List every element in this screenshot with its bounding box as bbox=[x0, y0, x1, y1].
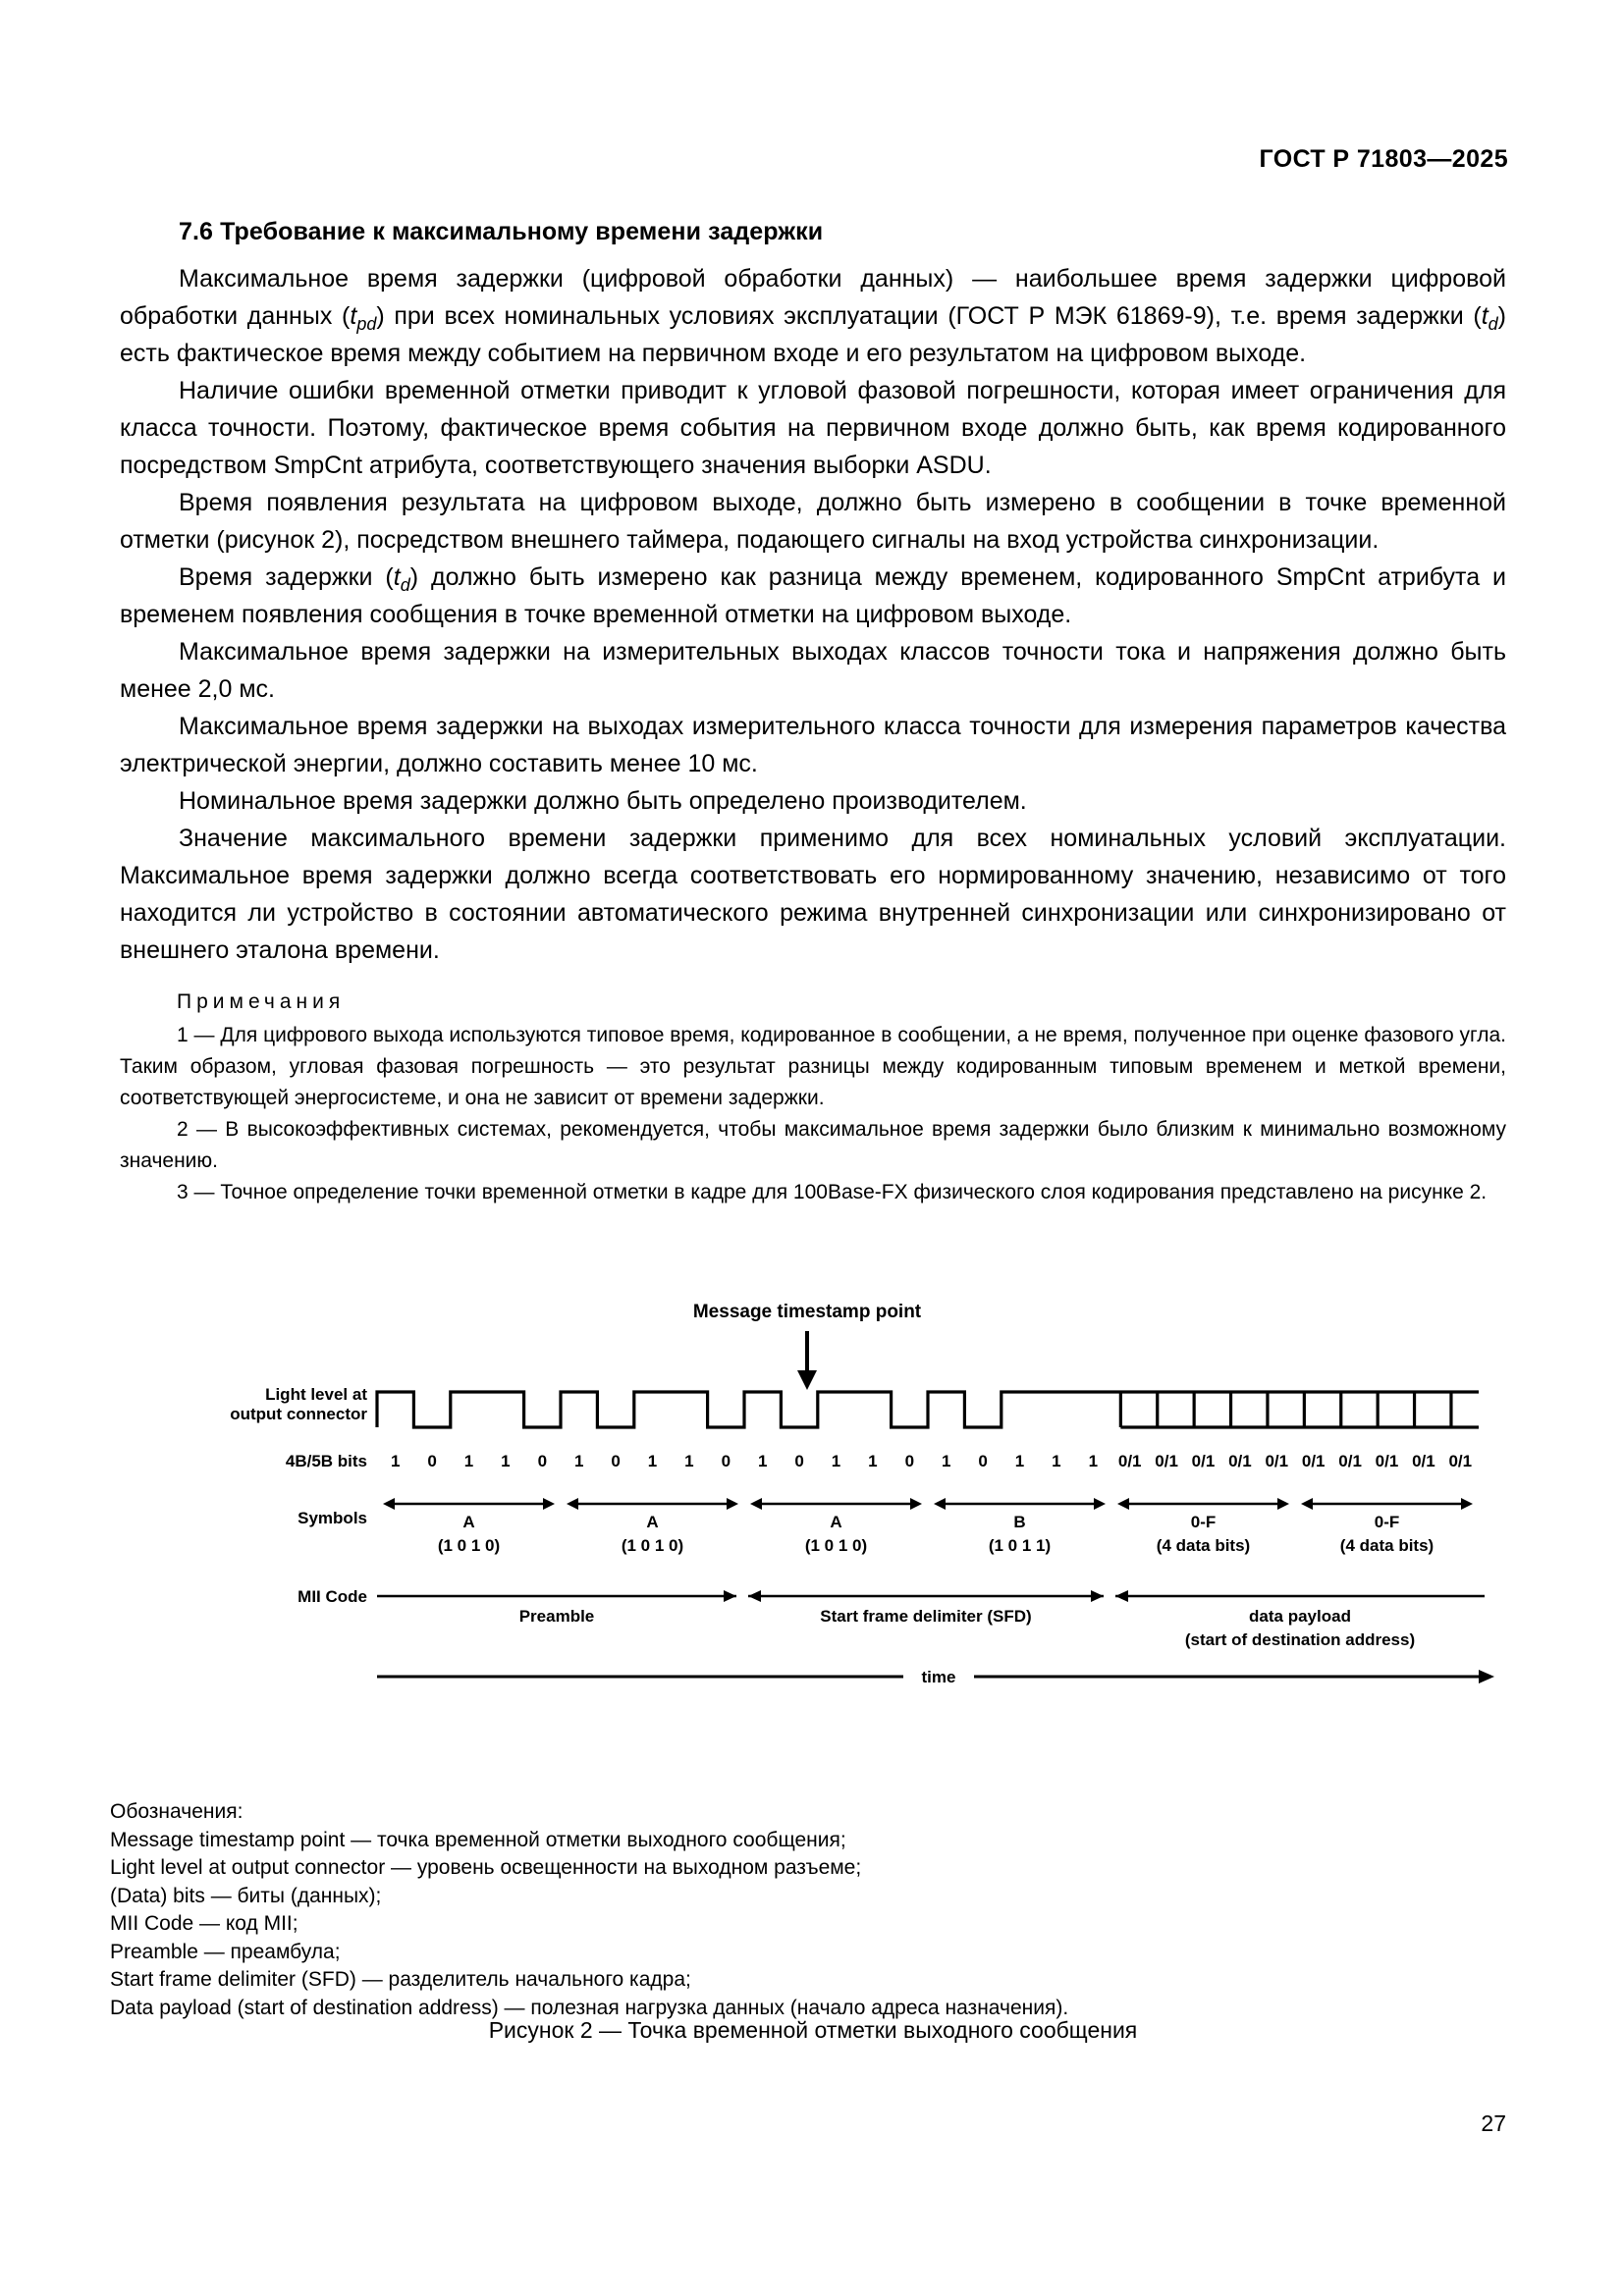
arrow-right-icon bbox=[1091, 1590, 1104, 1602]
time-axis bbox=[377, 1666, 1494, 1687]
symbol-name: A bbox=[462, 1513, 475, 1531]
light-level-waveform bbox=[377, 1392, 1479, 1427]
body-paragraph: Значение максимального времени задержки применимо для всех номинальных условий эксплуатации. Максимальное время задержки должно всегда соответствовать его нормированному значению, независимо от того находится ли устройство в состоянии автоматического режима внутренней синхронизации или синхронизировано от внешнего эталона времени. bbox=[120, 825, 1506, 964]
note-item: 2 — В высокоэффективных системах, рекомендуется, чтобы максимальное время задержки было близким к минимально возможному значению. bbox=[120, 1118, 1506, 1172]
arrow-left-icon bbox=[383, 1498, 395, 1510]
legend-title: Обозначения: bbox=[110, 1800, 244, 1823]
arrow-right-icon bbox=[724, 1590, 736, 1602]
bit-label: 1 bbox=[647, 1452, 658, 1470]
note-item: 1 — Для цифрового выхода используются типовое время, кодированное в сообщении, а не время, полученное при оценке фазового угла. Таким образом, угловая фазовая погрешность — это результат разницы между кодированным типовым временем и меткой времени, соответствующей энергосистеме, и она не зависит от времени задержки. bbox=[120, 1024, 1506, 1109]
arrow-right-icon bbox=[910, 1498, 922, 1510]
data-bit-label: 0/1 bbox=[1301, 1452, 1326, 1470]
data-bit-label: 0/1 bbox=[1338, 1452, 1362, 1470]
legend-entry: Start frame delimiter (SFD) — разделитель начального кадра; bbox=[110, 1968, 691, 1991]
data-bit-label: 0/1 bbox=[1375, 1452, 1399, 1470]
bit-label: 1 bbox=[1014, 1452, 1025, 1470]
data-bit-label: 0/1 bbox=[1265, 1452, 1289, 1470]
bit-label: 1 bbox=[1052, 1452, 1061, 1470]
figure-2 bbox=[120, 1296, 1506, 1796]
symbol-name: A bbox=[830, 1513, 842, 1531]
data-bit-label: 0/1 bbox=[1448, 1452, 1473, 1470]
legend-entry: MII Code — код MII; bbox=[110, 1912, 298, 1935]
bit-label: 0 bbox=[611, 1452, 621, 1470]
bit-label: 0 bbox=[978, 1452, 988, 1470]
symbol-spans-group bbox=[383, 1498, 1473, 1555]
time-axis-label: time bbox=[921, 1668, 956, 1686]
notes-title: Примечания bbox=[177, 990, 346, 1013]
waveform-path bbox=[377, 1392, 1479, 1427]
bit-label: 0 bbox=[904, 1452, 915, 1470]
body-paragraph: Время появления результата на цифровом выходе, должно быть измерено в сообщении в точке временной отметки (рисунок 2), посредством внешнего таймера, подающего сигналы на вход устройства синхронизации. bbox=[120, 489, 1506, 554]
bit-label: 1 bbox=[831, 1452, 841, 1470]
bit-label: 1 bbox=[1088, 1452, 1099, 1470]
note-item: 3 — Точное определение точки временной отметки в кадре для 100Base-FX физического слоя кодирования представлено на рисунке 2. bbox=[177, 1181, 1488, 1203]
body-paragraph: Время задержки $(t_d)$ должно быть измерено как разница между временем, кодированного SmpCnt атрибута и временем появления сообщения в точке временной отметки на цифровом выходе. bbox=[120, 563, 1507, 628]
arrow-right-icon bbox=[543, 1498, 555, 1510]
symbol-name: 0-F bbox=[1190, 1513, 1217, 1531]
bit-label: 1 bbox=[941, 1452, 951, 1470]
symbol-value: (1 0 1 0) bbox=[437, 1536, 501, 1555]
arrow-left-icon bbox=[1115, 1590, 1128, 1602]
timestamp-arrow-icon bbox=[797, 1331, 817, 1390]
bit-label: 1 bbox=[390, 1452, 401, 1470]
arrow-left-icon bbox=[567, 1498, 578, 1510]
notes-list bbox=[120, 1020, 1506, 1208]
bit-label: 1 bbox=[463, 1452, 474, 1470]
bit-label: 1 bbox=[868, 1452, 878, 1470]
bit-label: 1 bbox=[501, 1452, 511, 1470]
symbol-name: A bbox=[646, 1513, 659, 1531]
body-paragraph: Номинальное время задержки должно быть определено производителем. bbox=[179, 787, 1027, 815]
symbol-name: B bbox=[1013, 1513, 1026, 1531]
mii-segment-label: Start frame delimiter (SFD) bbox=[820, 1607, 1032, 1626]
body-paragraph: Максимальное время задержки на выходах измерительного класса точности для измерения параметров качества электрической энергии, должно составить менее 10 мс. bbox=[120, 713, 1506, 777]
body-paragraph: Наличие ошибки временной отметки приводит к угловой фазовой погрешности, которая имеет ограничения для класса точности. Поэтому, фактическое время события на первичном входе должно быть, как время кодированного посредством SmpCnt атрибута, соответствующего значения выборки ASDU. bbox=[120, 377, 1506, 479]
figure-legend bbox=[110, 1798, 1514, 2022]
mii-segment-label: data payload bbox=[1249, 1607, 1351, 1626]
body-paragraphs bbox=[120, 260, 1506, 969]
data-bit-label: 0/1 bbox=[1191, 1452, 1216, 1470]
mii-spans-group bbox=[377, 1590, 1485, 1649]
bit-label: 0 bbox=[537, 1452, 548, 1470]
arrow-left-icon bbox=[748, 1590, 761, 1602]
message-timestamp-point-label: Message timestamp point bbox=[692, 1302, 922, 1322]
mii-code-row-label: MII Code bbox=[298, 1587, 367, 1606]
symbol-value: (4 data bits) bbox=[1339, 1536, 1435, 1555]
symbol-value: (1 0 1 1) bbox=[988, 1536, 1052, 1555]
bit-label: 1 bbox=[684, 1452, 694, 1470]
symbols-row-label: Symbols bbox=[298, 1509, 367, 1527]
running-header-standard-number: ГОСТ Р 71803—2025 bbox=[1259, 145, 1508, 173]
light-level-label-line1: Light level at bbox=[265, 1385, 367, 1404]
arrow-right-icon bbox=[1094, 1498, 1106, 1510]
bit-label: 0 bbox=[427, 1452, 437, 1470]
light-level-label-line2: output connector bbox=[230, 1405, 367, 1423]
section-heading: 7.6 Требование к максимальному времени задержки bbox=[179, 218, 824, 245]
legend-entry: (Data) bits — биты (данных); bbox=[110, 1884, 382, 1907]
figure-caption: Рисунок 2 — Точка временной отметки выходного сообщения bbox=[488, 2017, 1138, 2043]
bit-label: 1 bbox=[573, 1452, 584, 1470]
arrow-left-icon bbox=[1117, 1498, 1129, 1510]
symbol-value: (1 0 1 0) bbox=[804, 1536, 868, 1555]
arrow-right-icon bbox=[727, 1498, 738, 1510]
symbol-value: (4 data bits) bbox=[1156, 1536, 1251, 1555]
arrow-left-icon bbox=[750, 1498, 762, 1510]
body-paragraph: Максимальное время задержки (цифровой обработки данных) — наибольшее время задержки цифровой обработки данных $(t_{pd})$ при всех номинальных условиях эксплуатации (ГОСТ Р МЭК 61869-9), т.е. время задержки $(t_d)$ есть фактическое время между событием на первичном входе и его результатом на цифровом выходе. bbox=[120, 265, 1506, 367]
timestamp-diagram-svg bbox=[120, 1296, 1506, 1796]
arrow-left-icon bbox=[934, 1498, 946, 1510]
data-bit-label: 0/1 bbox=[1155, 1452, 1178, 1470]
legend-entry: Data payload (start of destination address) — полезная нагрузка данных (начало адреса назначения). bbox=[110, 1996, 1069, 2019]
arrow-right-icon bbox=[1277, 1498, 1289, 1510]
body-paragraph: Максимальное время задержки на измерительных выходах классов точности тока и напряжения должно быть менее 2,0 мс. bbox=[120, 638, 1506, 703]
page-content bbox=[120, 218, 1506, 1208]
legend-entry: Preamble — преамбула; bbox=[110, 1940, 341, 1963]
mii-segment-sublabel: (start of destination address) bbox=[1184, 1630, 1416, 1649]
bit-label: 0 bbox=[721, 1452, 731, 1470]
notes-block bbox=[120, 990, 1506, 1208]
arrow-right-icon bbox=[1461, 1498, 1473, 1510]
legend-entry: Light level at output connector — уровень освещенности на выходном разъеме; bbox=[110, 1856, 862, 1879]
bit-labels-group bbox=[391, 1452, 1472, 1470]
legend-entries bbox=[110, 1827, 1514, 2023]
arrow-left-icon bbox=[1301, 1498, 1313, 1510]
data-bit-label: 0/1 bbox=[1117, 1452, 1142, 1470]
page-number: 27 bbox=[1481, 2110, 1506, 2136]
data-bit-label: 0/1 bbox=[1412, 1452, 1435, 1470]
mii-segment-label: Preamble bbox=[518, 1607, 595, 1626]
bits-row-label: 4B/5B bits bbox=[285, 1452, 367, 1470]
bit-label: 1 bbox=[757, 1452, 768, 1470]
symbol-name: 0-F bbox=[1374, 1513, 1400, 1531]
bit-label: 0 bbox=[794, 1452, 804, 1470]
legend-entry: Message timestamp point — точка временной отметки выходного сообщения; bbox=[110, 1828, 846, 1851]
data-bit-label: 0/1 bbox=[1228, 1452, 1252, 1470]
symbol-value: (1 0 1 0) bbox=[621, 1536, 684, 1555]
